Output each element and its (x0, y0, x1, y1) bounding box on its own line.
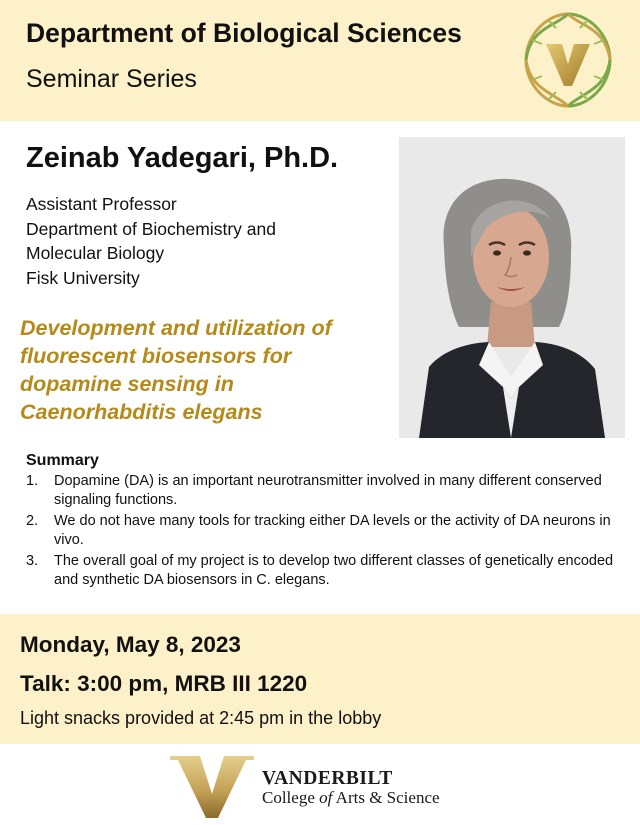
talk-title-line: Development and utilization of (20, 316, 332, 340)
college-name-end: Arts & Science (332, 788, 440, 807)
affiliation-line: Molecular Biology (26, 243, 165, 263)
list-item-number: 1. (26, 473, 39, 489)
talk-title (20, 314, 400, 426)
vanderbilt-v-logo-icon (170, 754, 254, 820)
department-title: Department of Biological Sciences (26, 18, 462, 48)
speaker-affiliation (26, 192, 276, 290)
list-item (26, 472, 626, 510)
snacks-note: Light snacks provided at 2:45 pm in the lobby (20, 708, 382, 728)
list-item-text: The overall goal of my project is to develop two different classes of genetically encoded and synthetic DA biosensors in C. elegans. (54, 553, 614, 588)
speaker-name: Zeinab Yadegari, Ph.D. (26, 142, 339, 174)
affiliation-line: Fisk University (26, 267, 140, 288)
series-title: Seminar Series (26, 65, 197, 93)
college-name (262, 788, 440, 808)
affiliation-line: Assistant Professor (26, 194, 177, 214)
summary-heading: Summary (26, 452, 99, 469)
list-item-text: We do not have many tools for tracking either DA levels or the activity of DA neurons in vivo. (54, 513, 611, 548)
event-date: Monday, May 8, 2023 (20, 632, 241, 657)
list-item (26, 552, 626, 590)
speaker-portrait (399, 137, 625, 438)
list-item-number: 3. (26, 553, 39, 569)
talk-time-location: Talk: 3:00 pm, MRB III 1220 (20, 671, 308, 696)
university-name: VANDERBILT (262, 768, 393, 789)
talk-title-line: Caenorhabditis elegans (20, 400, 263, 424)
college-name-of: of (319, 788, 333, 807)
summary-list (26, 472, 626, 592)
talk-title-line: dopamine sensing in (20, 372, 234, 396)
list-item-text: Dopamine (DA) is an important neurotransmitter involved in many different conserved signaling functions. (54, 473, 602, 508)
affiliation-line: Department of Biochemistry and (26, 218, 276, 239)
college-name-start: College (262, 788, 320, 807)
list-item (26, 512, 626, 550)
header-band (0, 0, 640, 121)
list-item-number: 2. (26, 513, 39, 529)
dna-helix-v-emblem-icon (518, 6, 618, 114)
talk-title-line: fluorescent biosensors for (20, 344, 292, 368)
